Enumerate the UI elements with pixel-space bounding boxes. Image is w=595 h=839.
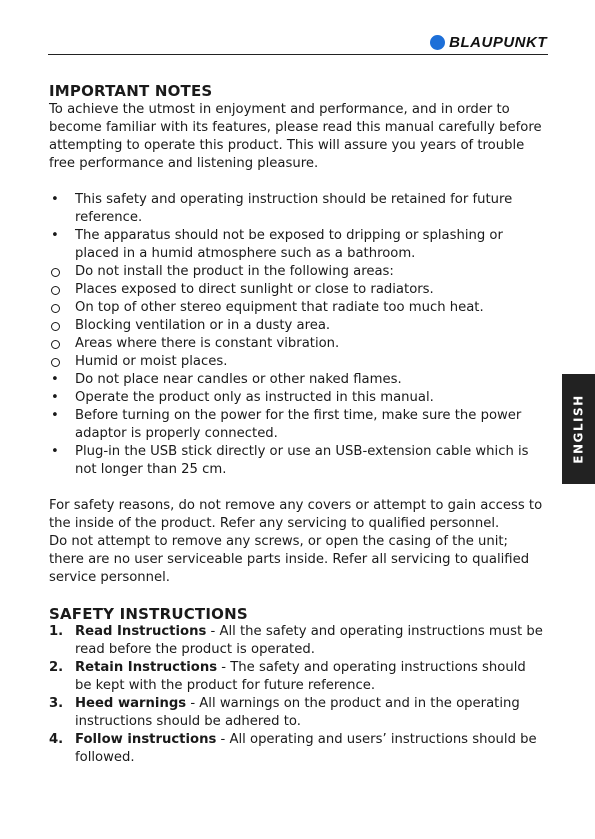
header-rule — [48, 54, 548, 55]
safety-paragraph-2: Do not attempt to remove any screws, or open the casing of the unit; there are no user serviceable parts inside. Refer all servicing to qualified service personnel. — [49, 534, 530, 585]
note-text: Do not place near candles or other naked flames. — [75, 372, 402, 387]
note-text: Blocking ventilation or in a dusty area. — [75, 318, 331, 333]
instruction-text: - All the safety and operating instructions must be read before the product is operated. — [75, 624, 543, 657]
important-notes-list — [49, 191, 546, 479]
note-text: Do not install the product in the following areas: — [75, 264, 394, 279]
note-item — [49, 353, 546, 371]
instruction-number: 3. — [49, 696, 64, 711]
note-item — [49, 443, 546, 479]
bullet-icon — [51, 443, 65, 461]
note-item — [49, 371, 546, 389]
note-text: Areas where there is constant vibration. — [75, 336, 340, 351]
note-item — [49, 299, 546, 317]
note-item — [49, 281, 546, 299]
safety-paragraph-1: For safety reasons, do not remove any covers or attempt to gain access to the inside of the product. Refer any servicing to qualified personnel. — [49, 498, 543, 531]
note-text: On top of other stereo equipment that radiate too much heat. — [75, 300, 484, 315]
instruction-heading: Follow instructions — [75, 732, 217, 747]
instruction-text: - The safety and operating instructions should be kept with the product for future reference. — [75, 660, 526, 693]
instruction-heading: Read Instructions — [75, 624, 207, 639]
instruction-heading: Retain Instructions — [75, 660, 218, 675]
circle-bullet-icon — [51, 281, 65, 301]
brand-name: BLAUPUNKT — [449, 33, 547, 51]
bullet-icon — [51, 389, 65, 407]
instruction-item — [49, 731, 546, 767]
note-item — [49, 263, 546, 281]
instruction-text: - All warnings on the product and in the operating instructions should be adhered to. — [75, 696, 520, 729]
blaupunkt-dot-icon — [430, 35, 445, 50]
instruction-number: 2. — [49, 660, 64, 675]
safety-instructions-title: SAFETY INSTRUCTIONS — [49, 605, 248, 623]
circle-bullet-icon — [51, 353, 65, 373]
bullet-icon — [51, 407, 65, 425]
note-item — [49, 317, 546, 335]
language-tab-label: ENGLISH — [571, 394, 586, 464]
safety-instructions-list — [49, 623, 546, 767]
circle-bullet-icon — [51, 299, 65, 319]
bullet-icon — [51, 227, 65, 245]
note-item — [49, 389, 546, 407]
instruction-item — [49, 659, 546, 695]
instruction-heading: Heed warnings — [75, 696, 187, 711]
page-content — [49, 82, 546, 767]
instruction-item — [49, 623, 546, 659]
note-item — [49, 407, 546, 443]
instruction-text: - All operating and users’ instructions should be followed. — [75, 732, 537, 765]
important-notes-title: IMPORTANT NOTES — [49, 82, 213, 100]
note-text: Operate the product only as instructed in this manual. — [75, 390, 434, 405]
instruction-number: 1. — [49, 624, 64, 639]
note-text: The apparatus should not be exposed to dripping or splashing or placed in a humid atmosphere such as a bathroom. — [75, 228, 503, 261]
note-text: Humid or moist places. — [75, 354, 228, 369]
intro-paragraph: To achieve the utmost in enjoyment and performance, and in order to become familiar with its features, please read this manual carefully before attempting to operate this product. This will assure you years of trouble free performance and listening pleasure. — [49, 102, 542, 171]
note-text: Places exposed to direct sunlight or close to radiators. — [75, 282, 434, 297]
note-item — [49, 335, 546, 353]
brand-logo — [430, 32, 547, 52]
note-text: Plug-in the USB stick directly or use an USB-extension cable which is not longer than 25 cm. — [75, 444, 529, 477]
bullet-icon — [51, 371, 65, 389]
instruction-number: 4. — [49, 732, 64, 747]
note-text: This safety and operating instruction should be retained for future reference. — [75, 192, 513, 225]
circle-bullet-icon — [51, 317, 65, 337]
instruction-item — [49, 695, 546, 731]
note-text: Before turning on the power for the first time, make sure the power adaptor is properly connected. — [75, 408, 522, 441]
circle-bullet-icon — [51, 263, 65, 283]
bullet-icon — [51, 191, 65, 209]
note-item — [49, 191, 546, 227]
note-item — [49, 227, 546, 263]
circle-bullet-icon — [51, 335, 65, 355]
language-tab — [562, 374, 595, 484]
